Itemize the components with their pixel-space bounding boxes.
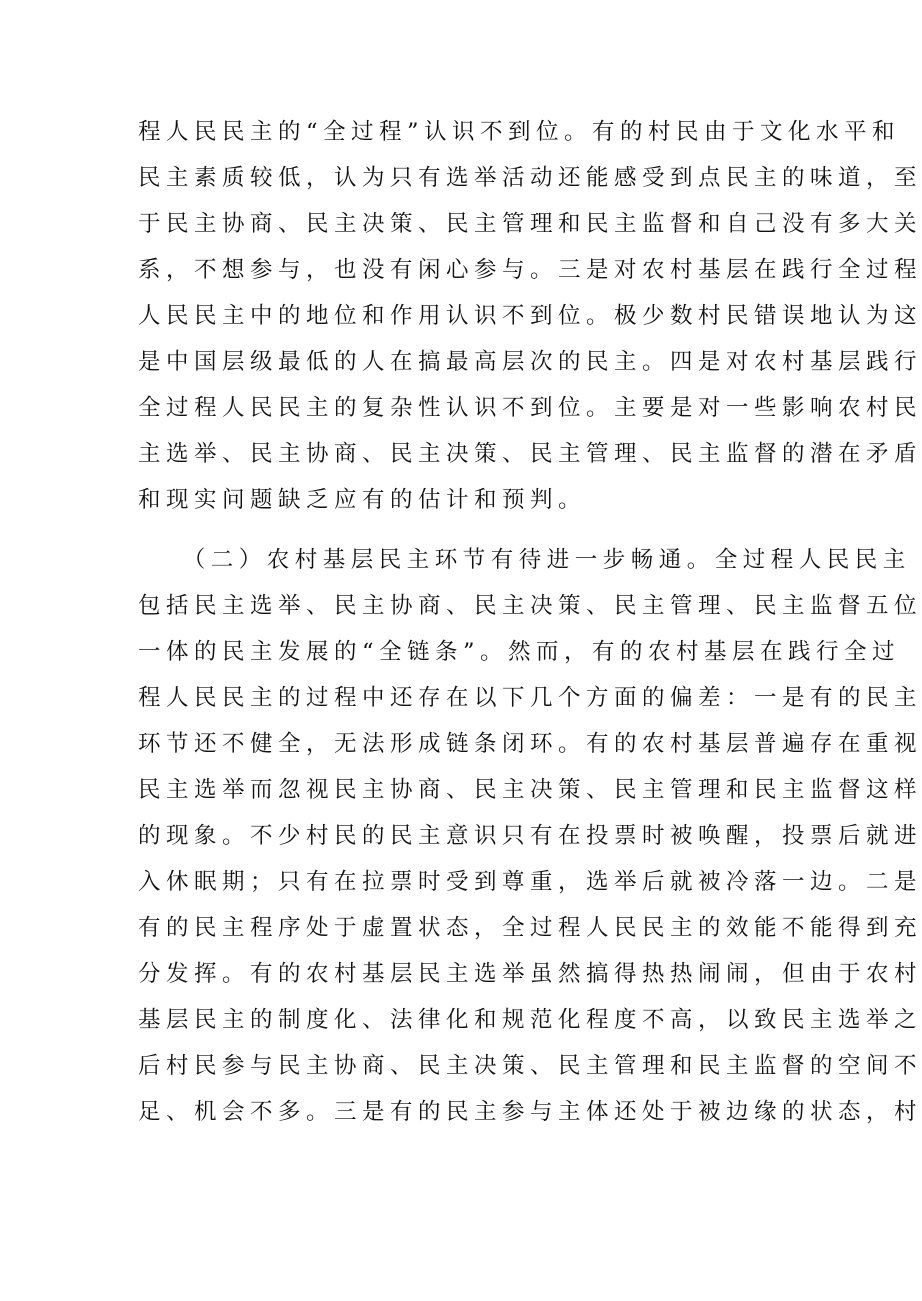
text-line: 人民民主中的地位和作用认识不到位。极少数村民错误地认为这 <box>138 303 922 329</box>
text-line: 环节还不健全，无法形成链条闭环。有的农村基层普遍存在重视 <box>138 731 922 757</box>
text-line: 系，不想参与，也没有闲心参与。三是对农村基层在践行全过程 <box>138 257 922 283</box>
paragraph-spacer <box>138 523 798 537</box>
text-line: 和现实问题缺乏应有的估计和预判。 <box>138 487 587 513</box>
text-line: 后村民参与民主协商、民主决策、民主管理和民主监督的空间不 <box>138 1053 922 1079</box>
text-line: 基层民主的制度化、法律化和规范化程度不高，以致民主选举之 <box>138 1007 922 1033</box>
text-line: 主选举、民主协商、民主决策、民主管理、民主监督的潜在矛盾 <box>138 441 922 467</box>
text-line: 包括民主选举、民主协商、民主决策、民主管理、民主监督五位 <box>138 593 922 619</box>
text-line: 有的民主程序处于虚置状态，全过程人民民主的效能不能得到充 <box>138 915 922 941</box>
body-text <box>138 109 922 1135</box>
text-line: 民主选举而忽视民主协商、民主决策、民主管理和民主监督这样 <box>138 777 922 803</box>
text-line: 全过程人民民主的复杂性认识不到位。主要是对一些影响农村民 <box>138 395 922 421</box>
paragraph-2 <box>138 537 922 1135</box>
text-line: 足、机会不多。三是有的民主参与主体还处于被边缘的状态，村 <box>138 1099 922 1125</box>
text-line: 程人民民主的过程中还存在以下几个方面的偏差：一是有的民主 <box>138 685 922 711</box>
text-line: 一体的民主发展的“全链条”。然而，有的农村基层在践行全过 <box>138 639 901 665</box>
text-line: 民主素质较低，认为只有选举活动还能感受到点民主的味道，至 <box>138 165 922 191</box>
paragraph-1 <box>138 109 922 523</box>
text-line: 入休眠期；只有在拉票时受到尊重，选举后就被冷落一边。二是 <box>138 869 922 895</box>
text-line: 程人民民主的“全过程”认识不到位。有的村民由于文化水平和 <box>138 119 901 145</box>
text-line: 的现象。不少村民的民主意识只有在投票时被唤醒，投票后就进 <box>138 823 922 849</box>
text-line: 分发挥。有的农村基层民主选举虽然搞得热热闹闹，但由于农村 <box>138 961 922 987</box>
text-line: 于民主协商、民主决策、民主管理和民主监督和自己没有多大关 <box>138 211 922 237</box>
text-line: （二）农村基层民主环节有待进一步畅通。全过程人民民主 <box>138 547 911 573</box>
text-line: 是中国层级最低的人在搞最高层次的民主。四是对农村基层践行 <box>138 349 922 375</box>
